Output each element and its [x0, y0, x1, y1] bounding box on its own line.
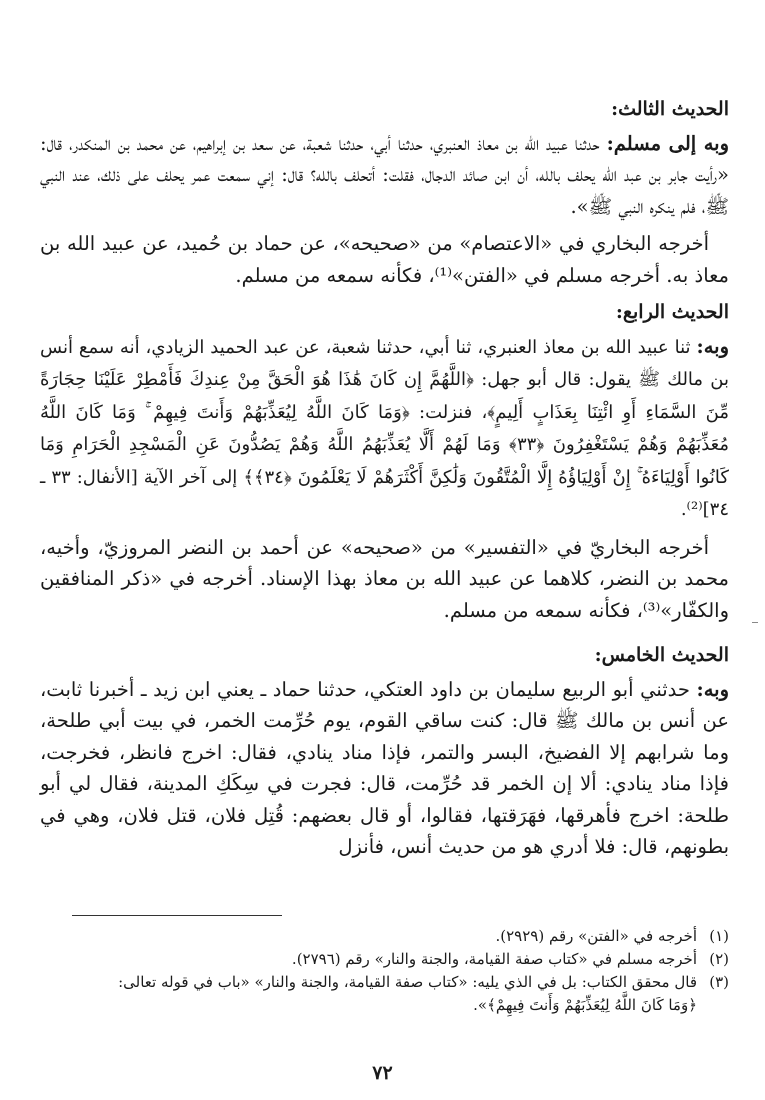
- paragraph: [40, 331, 729, 526]
- paragraph: [40, 128, 729, 223]
- paragraph-lead: وبه:: [696, 677, 729, 701]
- footnote: [40, 925, 729, 948]
- section-heading: الحديث الخامس:: [594, 644, 729, 666]
- section-heading: الحديث الثالث:: [611, 98, 729, 120]
- hadith-five-section: [40, 640, 729, 863]
- footnote: [40, 971, 729, 994]
- margin-mark: [752, 622, 758, 629]
- paragraph: [40, 532, 729, 627]
- paragraph-text: حدثنا عبيد الله بن معاذ العنبري، حدثنا أبي، حدثنا شعبة، عن سعد بن إبراهيم، عن محمد بن المنكدر، قال: «رأيت جابر بن عبد الله يحلف بالله، أن ابن صائد الدجال، فقلت: أتحلف بالله؟ قال: إني سمعت عمر يحلف على ذلك، عند النبي ﷺ، فلم ينكره النبي ﷺ».: [40, 131, 729, 218]
- page-number: ٧٢: [372, 1062, 393, 1084]
- footnote-continuation: ﴿وَمَا كَانَ اللَّهُ لِيُعَذِّبَهُمْ وَأَنتَ فِيهِمْ﴾».: [473, 996, 697, 1014]
- paragraph-lead: وبه إلى مسلم:: [606, 131, 729, 155]
- section-heading: الحديث الرابع:: [615, 301, 729, 323]
- paragraph: [40, 674, 729, 863]
- footnotes: [40, 925, 729, 1017]
- footnote-text: قال محقق الكتاب: بل في الذي يليه: «كتاب صفة القيامة، والجنة والنار» «باب في قوله تعالى:: [118, 973, 697, 991]
- paragraph-text: ثنا عبيد الله بن معاذ العنبري، ثنا أبي، حدثنا شعبة، عن عبد الحميد الزيادي، أنه سمع أنس بن مالك ﷺ يقول: قال أبو جهل: ﴿اللَّهُمَّ إِن كَانَ هَٰذَا هُوَ الْحَقَّ مِنْ عِندِكَ فَأَمْطِرْ عَلَيْنَا حِجَارَةً مِّنَ السَّمَاءِ أَوِ ائْتِنَا بِعَذَابٍ أَلِيمٍ﴾، فنزلت: ﴿وَمَا كَانَ اللَّهُ لِيُعَذِّبَهُمْ وَأَنتَ فِيهِمْ ۚ وَمَا كَانَ اللَّهُ مُعَذِّبَهُمْ وَهُمْ يَسْتَغْفِرُونَ ﴿٣٣﴾ وَمَا لَهُمْ أَلَّا يُعَذِّبَهُمُ اللَّهُ وَهُمْ يَصُدُّونَ عَنِ الْمَسْجِدِ الْحَرَامِ وَمَا كَانُوا أَوْلِيَاءَهُ ۚ إِنْ أَوْلِيَاؤُهُ إِلَّا الْمُتَّقُونَ وَلَٰكِنَّ أَكْثَرَهُمْ لَا يَعْلَمُونَ ﴿٣٤﴾﴾ إلى آخر الآية [الأنفال: ٣٣ ـ ٣٤]⁽²⁾.: [40, 336, 729, 520]
- footnote-number: (١): [709, 927, 729, 945]
- footnote: [40, 948, 729, 971]
- paragraph: [40, 228, 729, 291]
- footnote-text: أخرجه في «الفتن» رقم (٢٩٢٩).: [495, 927, 697, 945]
- hadith-three-section: [40, 94, 729, 291]
- footnote-number: (٢): [709, 950, 729, 968]
- paragraph-text: أخرجه البخاري في «الاعتصام» من «صحيحه»، عن حماد بن حُميد، عن عبيد الله بن معاذ به. أخرجه مسلم في «الفتن»⁽¹⁾، فكأنه سمعه من مسلم.: [40, 232, 729, 287]
- paragraph-text: حدثني أبو الربيع سليمان بن داود العتكي، حدثنا حماد ـ يعني ابن زيد ـ أخبرنا ثابت، عن أنس بن مالك ﷺ قال: كنت ساقي القوم، يوم حُرِّمت الخمر، في بيت أبي طلحة، وما شرابهم إلا الفضيخ، البسر والتمر، فإذا مناد ينادي، فقال: اخرج فانظر، فخرجت، فإذا مناد ينادي: ألا إن الخمر قد حُرِّمت، قال: فجرت في سِكَكِ المدينة، فقال لي أبو طلحة: اخرج فأهرقها، فهَرَقتها، فقالوا، أو قال بعضهم: قُتِل فلان، قتل فلان، وهي في بطونهم، قال: فلا أدري هو من حديث أنس، فأنزل: [40, 677, 729, 858]
- paragraph-lead: وبه:: [696, 334, 729, 358]
- paragraph-text: أخرجه البخاريّ في «التفسير» من «صحيحه» عن أحمد بن النضر المروزيّ، وأخيه، محمد بن النضر، كلاهما عن عبيد الله بن معاذ بهذا الإسناد. أخرجه في «ذكر المنافقين والكفّار»⁽³⁾، فكأنه سمعه من مسلم.: [40, 535, 729, 622]
- footnote-divider: [72, 915, 282, 916]
- footnote-number: (٣): [709, 973, 729, 991]
- footnote-text: أخرجه مسلم في «كتاب صفة القيامة، والجنة والنار» رقم (٢٧٩٦).: [291, 950, 697, 968]
- main-text: [40, 88, 729, 869]
- hadith-four-section: [40, 297, 729, 626]
